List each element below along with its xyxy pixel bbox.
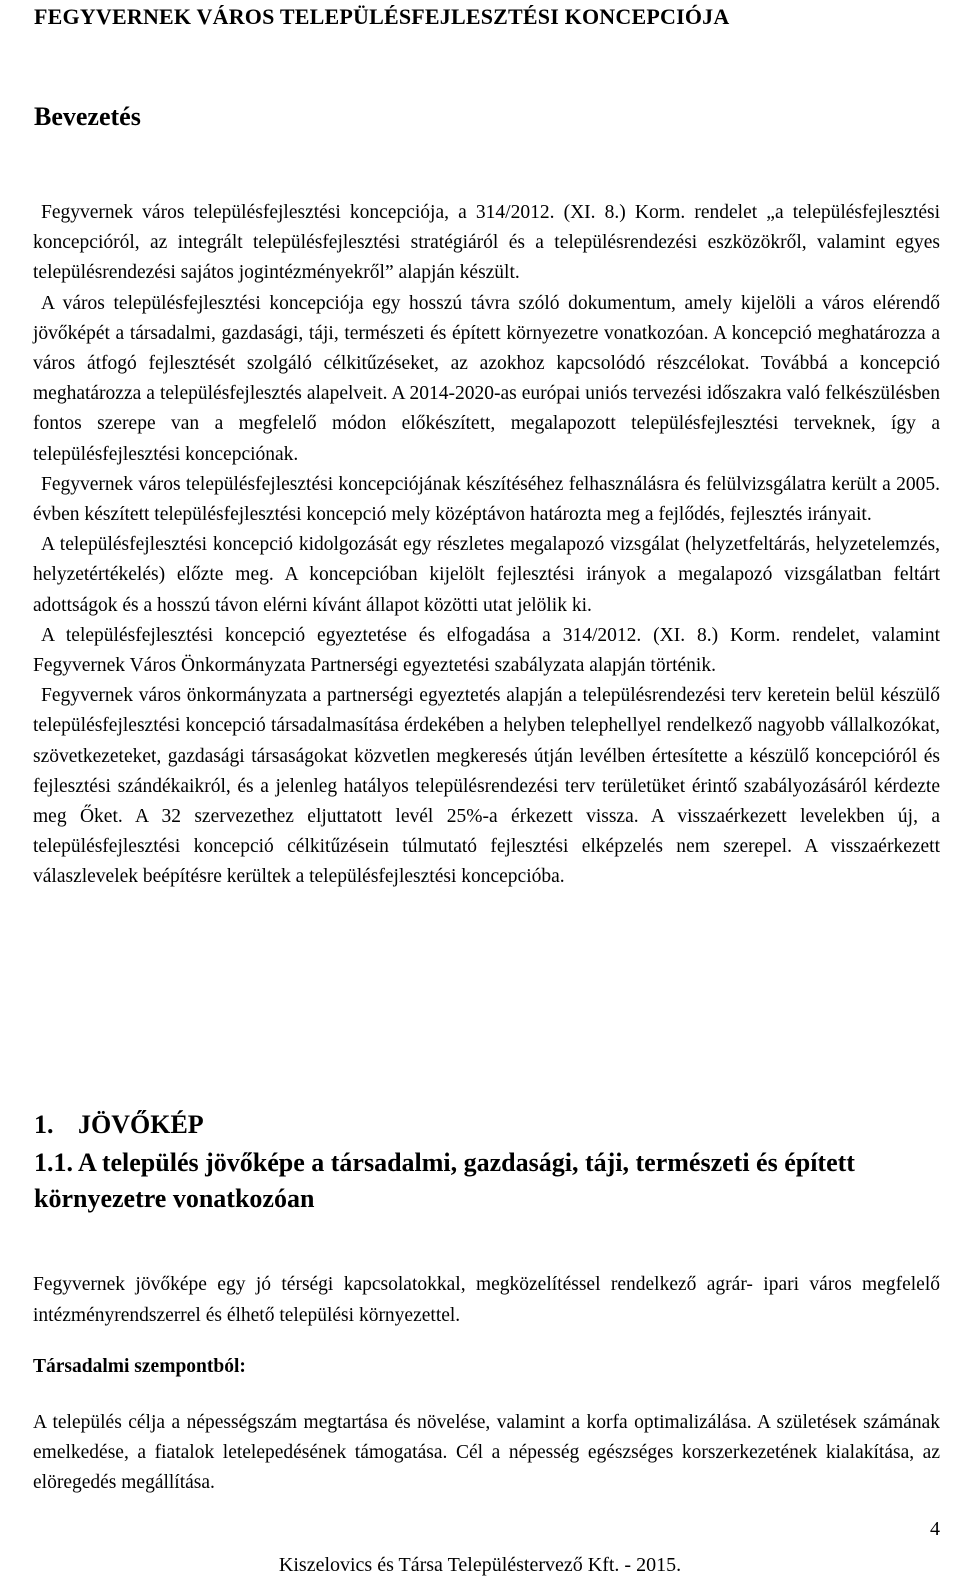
section-1-1-title: A település jövőképe a társadalmi, gazdasági, táji, természeti és épített környezetre vonatkozóan <box>34 1148 855 1213</box>
section-1-heading <box>34 1110 204 1140</box>
section-1-title: JÖVŐKÉP <box>78 1110 204 1139</box>
section-1-1-number: 1.1. <box>34 1148 73 1177</box>
social-heading: Társadalmi szempontból: <box>33 1356 246 1377</box>
intro-heading: Bevezetés <box>34 102 141 131</box>
footer-company: Kiszelovics és Társa Településtervező Kft. - 2015. <box>278 1554 682 1576</box>
section-1-1-heading <box>34 1145 914 1217</box>
intro-paragraph-5: A településfejlesztési koncepció egyeztetése és elfogadása a 314/2012. (XI. 8.) Korm. rendelet, valamint Fegyvernek Város Önkormányzata Partnerségi egyeztetési szabályzata alapján történik. <box>33 624 940 677</box>
page-number: 4 <box>930 1518 940 1540</box>
vision-block <box>33 1270 940 1331</box>
intro-paragraph-1: Fegyvernek város településfejlesztési koncepciója, a 314/2012. (XI. 8.) Korm. rendelet „a településfejlesztési koncepcióról, az integrált településfejlesztési stratégiáról és a településrendezési eszközökről, valamint egyes településrendezési sajátos jogintézményekről” alapján készült. <box>33 202 940 284</box>
social-block <box>33 1408 940 1499</box>
intro-paragraph-2: A város településfejlesztési koncepciója egy hosszú távra szóló dokumentum, amely kijelöli a város elérendő jövőképét a társadalmi, gazdasági, táji, természeti és épített környezetre vonatkozóan. A koncepció meghatározza a város átfogó fejlesztését szolgáló célkitűzéseket, az azokhoz kapcsolódó részcélokat. Továbbá a koncepció meghatározza a településfejlesztés alapelveit. A 2014-2020-as európai uniós tervezési időszakra való felkészülésben fontos szerepe van a megfelelő módon előkészített, megalapozott településfejlesztési terveknek, így a településfejlesztési koncepciónak. <box>33 292 940 465</box>
social-text: A település célja a népességszám megtartása és növelése, valamint a korfa optimalizálása. A születések számának emelkedése, a fiatalok letelepedésének támogatása. Cél a népesség egészséges korszerkezetének kialakítása, az elöregedés megállítása. <box>33 1412 940 1494</box>
running-header: FEGYVERNEK VÁROS TELEPÜLÉSFEJLESZTÉSI KONCEPCIÓJA <box>34 4 730 29</box>
vision-text: Fegyvernek jövőképe egy jó térségi kapcsolatokkal, megközelítéssel rendelkező agrár- ipari város megfelelő intézményrendszerrel és élhető települési környezettel. <box>33 1274 940 1326</box>
intro-paragraph-3: Fegyvernek város településfejlesztési koncepciójának készítéséhez felhasználásra és felülvizsgálatra került a 2005. évben készített településfejlesztési koncepció mely középtávon határozta meg a fejlődés, fejlesztés irányait. <box>33 473 940 526</box>
intro-paragraph-6: Fegyvernek város önkormányzata a partnerségi egyeztetés alapján a településrendezési terv keretein belül készülő településfejlesztési koncepció társadalmasítása érdekében a helyben telephellyel rendelkező nagyobb vállalkozókat, szövetkezeteket, gazdasági társaságokat közvetlen megkeresés útján levélben értesítette a készülő koncepcióról és fejlesztési szándékaikról, és a jelenleg hatályos településrendezési terv területüket érintő szabályozásáról kérdezte meg Őket. A 32 szervezethez eljuttatott levél 25%-a érkezett vissza. A visszaérkezett levelekben új, a településfejlesztési koncepció célkitűzésein túlmutató fejlesztési elképzelés nem szerepel. A visszaérkezett válaszlevelek beépítésre kerültek a településfejlesztési koncepcióba. <box>33 685 940 888</box>
intro-paragraph-4: A településfejlesztési koncepció kidolgozását egy részletes megalapozó vizsgálat (helyzetfeltárás, helyzetelemzés, helyzetértékelés) előzte meg. A koncepcióban kijelölt fejlesztési irányok a megalapozó vizsgálatban feltárt adottságok és a hosszú távon elérni kívánt állapot közötti utat jelölik ki. <box>33 534 940 616</box>
section-1-number: 1. <box>34 1110 54 1139</box>
intro-body <box>33 198 940 893</box>
